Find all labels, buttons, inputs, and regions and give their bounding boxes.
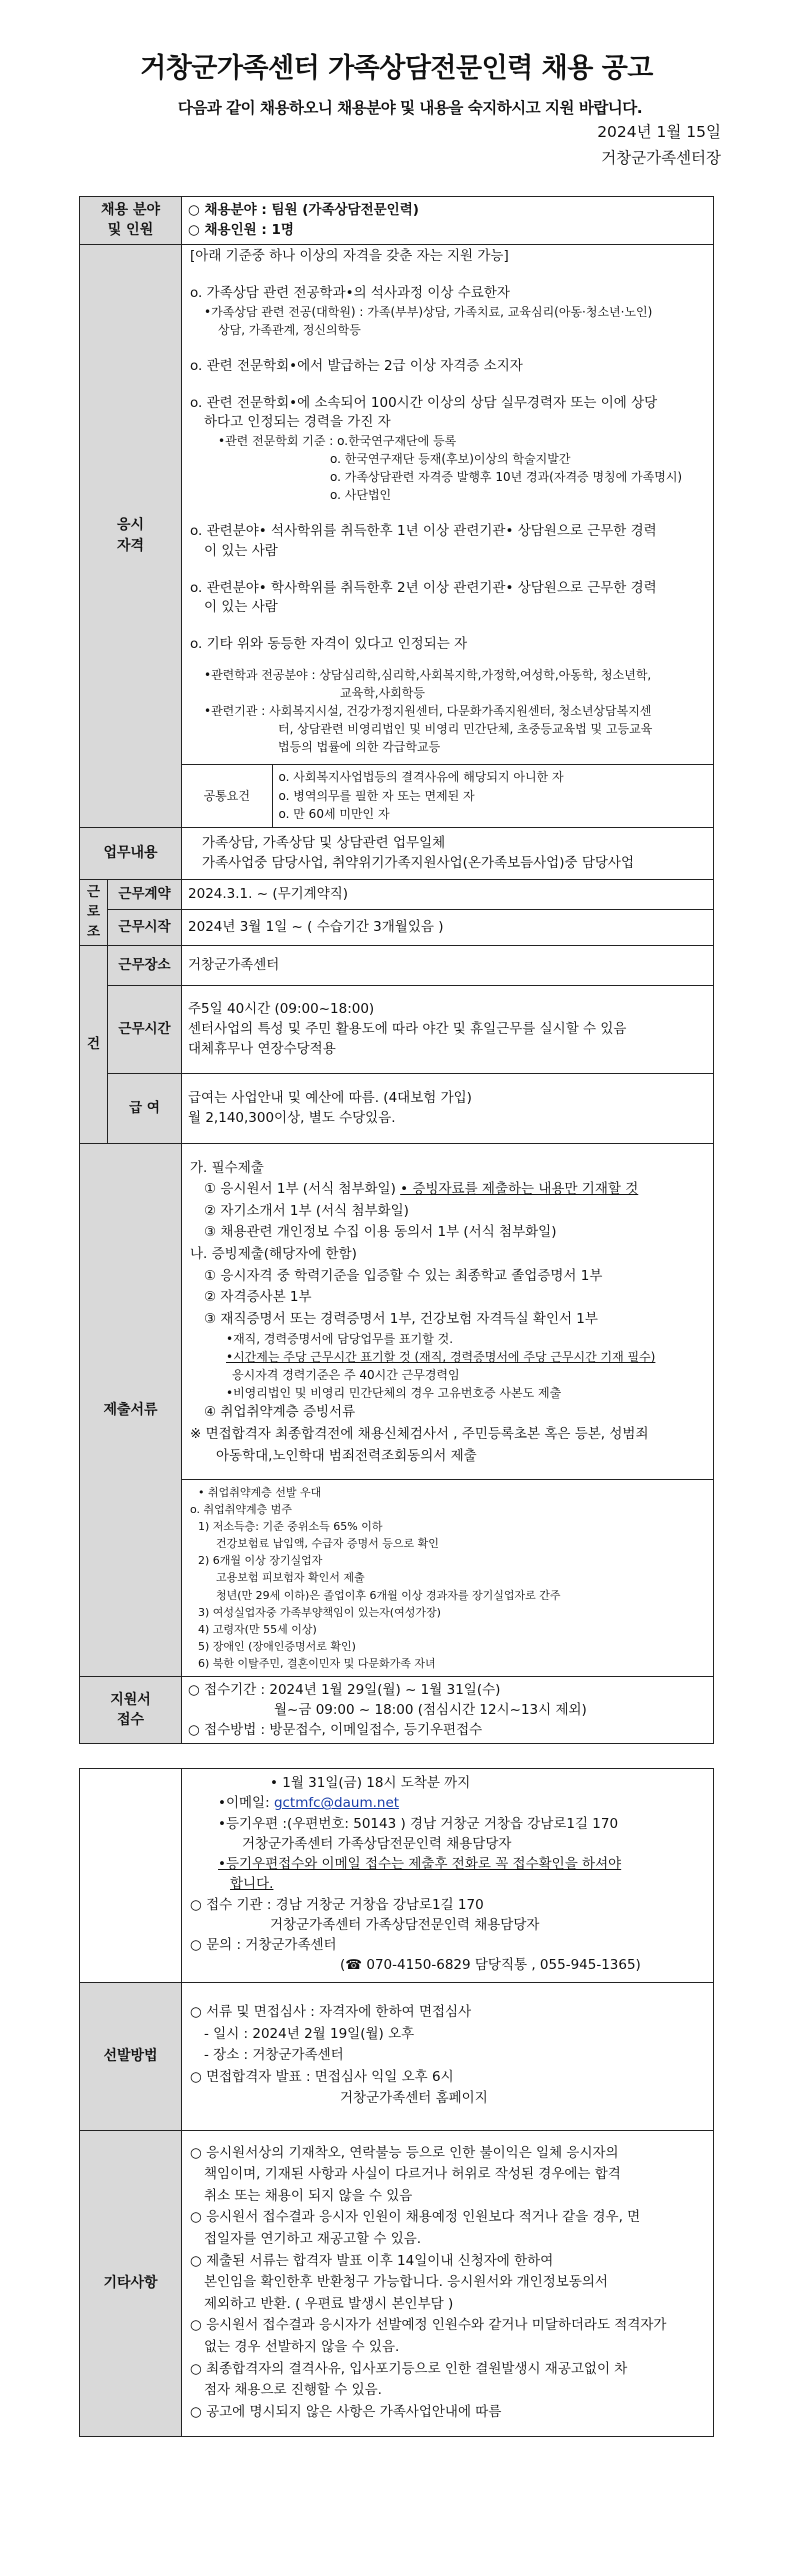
documents-content bbox=[182, 1143, 714, 1480]
application-contact: ○ 문의 : 거창군가족센터 bbox=[190, 1937, 337, 1953]
application-period: ○ 접수기간 : 2024년 1월 29일(월) ~ 1월 31일(수) bbox=[188, 1681, 501, 1698]
qualification-label-line1: 응시 bbox=[116, 517, 145, 534]
qualification-item-cont: 이 있는 사람 bbox=[204, 598, 278, 615]
others-item: 제외하고 반환. ( 우편료 발생시 본인부담 ) bbox=[204, 2295, 454, 2312]
others-item: ○ 최종합격자의 결격사유, 입사포기등으로 인한 결원발생시 재공고없이 차 bbox=[190, 2360, 628, 2377]
qualification-item: o. 관련분야• 석사학위를 취득한후 1년 이상 관련기관• 상담원으로 근무한 경력 bbox=[190, 523, 657, 540]
document-item: ③ 채용관련 개인정보 수집 이용 동의서 1부 (서식 첨부화일) bbox=[204, 1224, 557, 1241]
common-requirements-list bbox=[272, 765, 713, 827]
priority-subtitle: o. 취업취약계층 범주 bbox=[190, 1503, 293, 1517]
others-item: ○ 응시원서상의 기재착오, 연락불능 등으로 인한 불이익은 일체 응시자의 bbox=[190, 2144, 619, 2161]
document-item-emphasis: • 증빙자료를 제출하는 내용만 기재할 것 bbox=[400, 1181, 639, 1198]
qualification-note: 상담, 가족관계, 정신의학등 bbox=[218, 322, 361, 337]
recruit-label-line2: 및 인원 bbox=[107, 222, 154, 239]
selection-item: 거창군가족센터 홈페이지 bbox=[340, 2090, 488, 2107]
qualification-note: 터, 상담관련 비영리법인 및 비영리 민간단체, 초중등교육법 및 고등교육 bbox=[278, 722, 653, 737]
duty-line: 가족사업중 담당사업, 취약위기가족지원사업(온가족보듬사업)중 담당사업 bbox=[202, 855, 634, 872]
document-note: •재직, 경력증명서에 담당업무를 표기할 것. bbox=[226, 1332, 454, 1347]
application-cont-label bbox=[80, 1769, 182, 1983]
application-label bbox=[80, 1676, 182, 1744]
priority-item: 5) 장애인 (장애인증명서로 확인) bbox=[198, 1639, 356, 1653]
qualification-note: 법등의 법률에 의한 각급학교등 bbox=[278, 740, 441, 755]
common-requirement: o. 사회복지사업법등의 결격사유에 해당되지 아니한 자 bbox=[278, 770, 564, 785]
qualification-item: o. 가족상담 관련 전공학과•의 석사과정 이상 수료한자 bbox=[190, 284, 510, 301]
qualification-item-cont: 하다고 인정되는 경력을 가진 자 bbox=[204, 414, 391, 431]
duty-line: 가족상담, 가족상담 및 상담관련 업무일체 bbox=[202, 835, 446, 852]
duty-content bbox=[182, 827, 714, 879]
document-item-text: ① 응시원서 1부 (서식 첨부화일) bbox=[204, 1181, 401, 1198]
hours-content bbox=[182, 985, 714, 1073]
others-item: 접일자를 연기하고 재공고할 수 있음. bbox=[204, 2231, 422, 2248]
document-item: ① 응시자격 중 학력기준을 입증할 수 있는 최종학교 졸업증명서 1부 bbox=[204, 1267, 603, 1284]
document-item: ② 자격증사본 1부 bbox=[204, 1289, 312, 1306]
recruit-label-line1: 채용 분야 bbox=[101, 202, 160, 218]
priority-item: 3) 여성실업자중 가족부양책임이 있는자(여성가장) bbox=[198, 1605, 441, 1619]
recruit-label bbox=[80, 197, 182, 245]
selection-label: 선발방법 bbox=[80, 1982, 182, 2130]
hours-line: 주5일 40시간 (09:00~18:00) bbox=[188, 1000, 375, 1017]
priority-title: • 취업취약계층 선발 우대 bbox=[198, 1486, 322, 1500]
common-requirement: o. 병역의무를 필한 자 또는 면제된 자 bbox=[278, 788, 475, 803]
qualification-label-line2: 자격 bbox=[116, 537, 145, 554]
pay-label: 급 여 bbox=[108, 1073, 182, 1143]
application-cont-content bbox=[182, 1769, 714, 1983]
pay-line: 급여는 사업안내 및 예산에 따름. (4대보험 가입) bbox=[188, 1089, 472, 1106]
priority-content bbox=[182, 1480, 714, 1677]
page-title: 거창군가족센터 가족상담전문인력 채용 공고 bbox=[140, 53, 653, 84]
others-item: 점자 채용으로 진행할 수 있음. bbox=[204, 2382, 382, 2399]
conditions-label-bottom bbox=[80, 945, 108, 1143]
common-requirements-cell bbox=[182, 765, 714, 828]
others-item: ○ 공고에 명시되지 않은 사항은 가족사업안내에 따름 bbox=[190, 2403, 502, 2420]
priority-item: 6) 북한 이탈주민, 결혼이민자 및 다문화가족 자녀 bbox=[198, 1656, 436, 1670]
qualification-item: o. 관련 전문학회•에 소속되어 100시간 이상의 상담 실무경력자 또는 이에 상당 bbox=[190, 395, 658, 412]
application-label-line1: 지원서 bbox=[110, 1691, 151, 1708]
announcement-date: 2024년 1월 15일 bbox=[597, 123, 721, 141]
document-item: ③ 재직증명서 또는 경력증명서 1부, 건강보험 자격득실 확인서 1부 bbox=[204, 1310, 598, 1327]
selection-item: ○ 서류 및 면접심사 : 자격자에 한하여 면접심사 bbox=[190, 2004, 472, 2021]
documents-final-note: 아동학대,노인학대 범죄전력조회동의서 제출 bbox=[216, 1447, 477, 1464]
others-item: 본인임을 확인한후 반환청구 가능합니다. 응시원서와 개인정보동의서 bbox=[204, 2274, 608, 2291]
documents-final-note: ※ 면접합격자 최종합격전에 채용신체검사서 , 주민등록초본 혹은 등본, 성범죄 bbox=[190, 1426, 649, 1443]
selection-item: - 장소 : 거창군가족센터 bbox=[204, 2047, 344, 2064]
selection-content bbox=[182, 1982, 714, 2130]
application-place: ○ 접수 기관 : 경남 거창군 거창읍 강남로1길 170 bbox=[190, 1896, 484, 1913]
qualification-note: •관련기관 : 사회복지시설, 건강가정지원센터, 다문화가족지원센터, 청소년상담복지센 bbox=[204, 704, 652, 719]
application-post: 거창군가족센터 가족상담전문인력 채용담당자 bbox=[242, 1835, 512, 1852]
document-item bbox=[190, 1179, 705, 1201]
qualification-note: •가족상담 관련 전공(대학원) : 가족(부부)상담, 가족치료, 교육심리(아동·청소년·노인) bbox=[204, 304, 653, 319]
application-place: 거창군가족센터 가족상담전문인력 채용담당자 bbox=[270, 1916, 540, 1933]
contract-value: 2024.3.1. ~ (무기계약직) bbox=[182, 879, 714, 909]
conditions-char: 근 bbox=[86, 883, 101, 900]
issuer-name: 거창군가족센터장 bbox=[601, 149, 721, 167]
others-item: ○ 제출된 서류는 합격자 발표 이후 14일이내 신청자에 한하여 bbox=[190, 2252, 554, 2269]
application-note: •등기우편접수와 이메일 접수는 제출후 전화로 꼭 접수확인을 하셔야 bbox=[218, 1856, 622, 1872]
others-item: 취소 또는 채용이 되지 않을 수 있음 bbox=[204, 2187, 413, 2204]
conditions-char: 조 bbox=[86, 924, 101, 941]
selection-item: ○ 면접합격자 발표 : 면접심사 익일 오후 6시 bbox=[190, 2068, 454, 2085]
start-value: 2024년 3월 1일 ~ ( 수습기간 3개월있음 ) bbox=[182, 909, 714, 945]
priority-item: 1) 저소득층: 기준 중위소득 65% 이하 bbox=[198, 1520, 383, 1534]
others-item: 없는 경우 선발하지 않을 수 있음. bbox=[204, 2338, 400, 2355]
application-content bbox=[182, 1676, 714, 1744]
qualification-note: o. 가족상담관련 자격증 발행후 10년 경과(자격증 명칭에 가족명시) bbox=[330, 470, 683, 485]
recruitment-table bbox=[79, 196, 714, 1744]
priority-item: 2) 6개월 이상 장기실업자 bbox=[198, 1554, 323, 1568]
duty-label: 업무내용 bbox=[80, 827, 182, 879]
pay-line: 월 2,140,300이상, 별도 수당있음. bbox=[188, 1110, 396, 1127]
application-label-line2: 접수 bbox=[116, 1712, 145, 1729]
qualification-note: •관련 전문학회 기준 : o.한국연구재단에 등록 bbox=[218, 434, 457, 449]
priority-item: 고용보험 피보험자 확인서 제출 bbox=[216, 1571, 365, 1585]
document-item: ② 자기소개서 1부 (서식 첨부화일) bbox=[204, 1202, 409, 1219]
qualification-note: •관련학과 전공분야 : 상담심리학,심리학,사회복지학,가정학,여성학,아동학, 청소년학, bbox=[204, 668, 652, 683]
application-hours: 월~금 09:00 ~ 18:00 (점심시간 12시~13시 제외) bbox=[274, 1701, 587, 1718]
qualification-label bbox=[80, 244, 182, 827]
others-content bbox=[182, 2130, 714, 2436]
application-email bbox=[190, 1793, 705, 1813]
qualification-note: o. 사단법인 bbox=[330, 488, 392, 503]
application-method: ○ 접수방법 : 방문접수, 이메일접수, 등기우편접수 bbox=[188, 1722, 483, 1739]
qualification-intro: [아래 기준중 하나 이상의 자격을 갖춘 자는 지원 가능] bbox=[190, 247, 509, 264]
priority-item: 건강보험료 납입액, 수급자 증명서 등으로 확인 bbox=[216, 1537, 439, 1551]
document-note: •시간제는 주당 근무시간 표기할 것 (재직, 경력증명서에 주당 근무시간 기재 필수) bbox=[226, 1350, 656, 1365]
hours-line: 대체휴무나 연장수당적용 bbox=[188, 1041, 336, 1058]
start-label: 근무시작 bbox=[108, 909, 182, 945]
qualification-note: 교육학,사회학등 bbox=[340, 686, 425, 701]
place-value: 거창군가족센터 bbox=[182, 945, 714, 985]
place-label: 근무장소 bbox=[108, 945, 182, 985]
application-post: •등기우편 :(우편번호: 50143 ) 경남 거창군 거창읍 강남로1길 170 bbox=[218, 1815, 619, 1832]
recruit-count: ○ 채용인원 : 1명 bbox=[188, 222, 294, 239]
others-label: 기타사항 bbox=[80, 2130, 182, 2436]
contract-label: 근무계약 bbox=[108, 879, 182, 909]
recruit-content bbox=[182, 197, 714, 245]
application-deadline: • 1월 31일(금) 18시 도착분 까지 bbox=[270, 1775, 471, 1791]
hours-line: 센터사업의 특성 및 주민 활용도에 따라 야간 및 휴일근무를 실시할 수 있음 bbox=[188, 1021, 627, 1038]
others-item: ○ 응시원서 접수결과 응시자 인원이 채용예정 인원보다 적거나 같을 경우, 면 bbox=[190, 2209, 641, 2226]
selection-item: - 일시 : 2024년 2월 19일(월) 오후 bbox=[204, 2025, 415, 2042]
common-requirements-label: 공통요건 bbox=[182, 765, 272, 827]
application-note: 합니다. bbox=[230, 1876, 274, 1893]
priority-item: 4) 고령자(만 55세 이상) bbox=[198, 1622, 317, 1636]
conditions-char: 건 bbox=[86, 1036, 101, 1053]
qualification-item: o. 관련분야• 학사학위를 취득한후 2년 이상 관련기관• 상담원으로 근무한 경력 bbox=[190, 579, 657, 596]
priority-item: 청년(만 29세 이하)은 졸업이후 6개월 이상 경과자를 장기실업자로 간주 bbox=[216, 1588, 561, 1602]
documents-section-title: 나. 증빙제출(해당자에 한함) bbox=[190, 1246, 357, 1263]
email-link[interactable]: gctmfc@daum.net bbox=[273, 1795, 400, 1812]
document-note: 응시자격 경력기준은 주 40시간 근무경력임 bbox=[232, 1368, 460, 1383]
hours-label: 근무시간 bbox=[108, 985, 182, 1073]
application-contact: (☎ 070-4150-6829 담당직통 , 055-945-1365) bbox=[340, 1957, 641, 1974]
pay-content bbox=[182, 1073, 714, 1143]
email-label: •이메일: bbox=[218, 1795, 274, 1812]
others-item: 책임이며, 기재된 사항과 사실이 다르거나 허위로 작성된 경우에는 합격 bbox=[204, 2166, 621, 2183]
documents-label: 제출서류 bbox=[80, 1143, 182, 1676]
qualification-note: o. 한국연구재단 등재(후보)이상의 학술지발간 bbox=[330, 452, 571, 467]
recruitment-table-continued bbox=[79, 1768, 714, 2437]
common-requirements bbox=[182, 765, 713, 827]
qualification-content bbox=[182, 244, 714, 765]
recruit-field: ○ 채용분야 : 팀원 (가족상담전문인력) bbox=[188, 202, 419, 219]
documents-section-title: 가. 필수제출 bbox=[190, 1159, 264, 1176]
qualification-item: o. 기타 위와 동등한 자격이 있다고 인정되는 자 bbox=[190, 636, 468, 652]
others-item: ○ 응시원서 접수결과 응시자가 선발예정 인원수와 같거나 미달하더라도 적격자가 bbox=[190, 2317, 667, 2334]
document-item: ④ 취업취약계층 증빙서류 bbox=[204, 1404, 356, 1421]
conditions-char: 로 bbox=[86, 904, 101, 921]
document-note: •비영리법인 및 비영리 민간단체의 경우 고유번호증 사본도 제출 bbox=[226, 1386, 562, 1401]
page-subtitle: 다음과 같이 채용하오니 채용분야 및 내용을 숙지하시고 지원 바랍니다. bbox=[177, 99, 643, 117]
qualification-item: o. 관련 전문학회•에서 발급하는 2급 이상 자격증 소지자 bbox=[190, 357, 523, 374]
conditions-label-top bbox=[80, 879, 108, 945]
common-requirement: o. 만 60세 미만인 자 bbox=[278, 807, 390, 822]
qualification-item-cont: 이 있는 사람 bbox=[204, 542, 278, 559]
